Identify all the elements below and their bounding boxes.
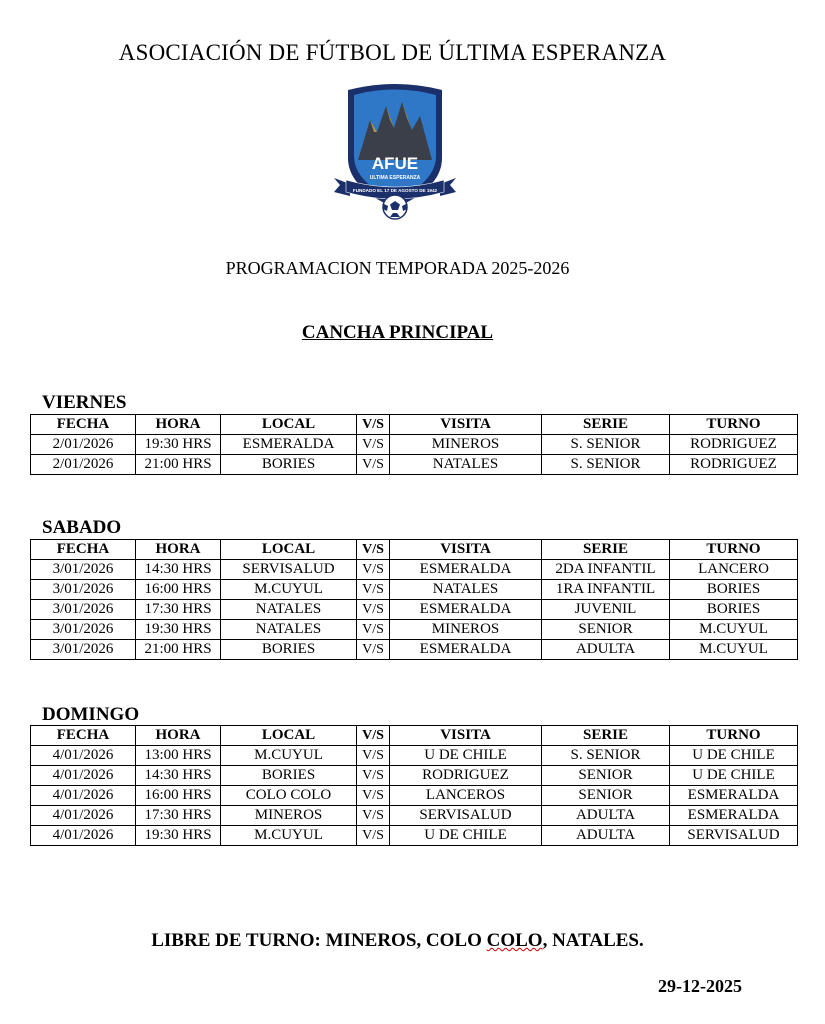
table-row xyxy=(31,746,798,766)
column-header-turno: TURNO xyxy=(670,726,798,746)
table-row xyxy=(31,766,798,786)
field-title xyxy=(0,322,795,344)
cell-turno: M.CUYUL xyxy=(670,620,798,640)
cell-turno: ESMERALDA xyxy=(670,806,798,826)
cell-visita: ESMERALDA xyxy=(390,640,542,660)
table-row xyxy=(31,435,798,455)
cell-serie: JUVENIL xyxy=(542,600,670,620)
cell-fecha: 4/01/2026 xyxy=(31,806,136,826)
cell-visita: U DE CHILE xyxy=(390,746,542,766)
cell-serie: ADULTA xyxy=(542,640,670,660)
table-header-row xyxy=(31,726,798,746)
column-header-visita: VISITA xyxy=(390,540,542,560)
table-row xyxy=(31,600,798,620)
column-header-local: LOCAL xyxy=(221,415,357,435)
cell-hora: 21:00 HRS xyxy=(136,455,221,475)
cell-serie: ADULTA xyxy=(542,806,670,826)
cell-local: M.CUYUL xyxy=(221,826,357,846)
org-title: ASOCIACIÓN DE FÚTBOL DE ÚLTIMA ESPERANZA xyxy=(118,40,667,65)
cell-vs: V/S xyxy=(357,766,390,786)
schedule-table-sabado xyxy=(30,539,798,660)
table-row xyxy=(31,786,798,806)
cell-local: NATALES xyxy=(221,600,357,620)
column-header-local: LOCAL xyxy=(221,540,357,560)
cell-vs: V/S xyxy=(357,826,390,846)
column-header-serie: SERIE xyxy=(542,726,670,746)
cell-fecha: 4/01/2026 xyxy=(31,826,136,846)
cell-visita: NATALES xyxy=(390,580,542,600)
cell-serie: S. SENIOR xyxy=(542,746,670,766)
cell-visita: SERVISALUD xyxy=(390,806,542,826)
cell-serie: SENIOR xyxy=(542,766,670,786)
cell-hora: 16:00 HRS xyxy=(136,786,221,806)
cell-local: SERVISALUD xyxy=(221,560,357,580)
cell-turno: LANCERO xyxy=(670,560,798,580)
cell-turno: U DE CHILE xyxy=(670,746,798,766)
schedule-table-domingo xyxy=(30,725,798,846)
cell-turno: U DE CHILE xyxy=(670,766,798,786)
cell-visita: U DE CHILE xyxy=(390,826,542,846)
table-row xyxy=(31,580,798,600)
program-title: PROGRAMACION TEMPORADA 2025-2026 xyxy=(225,258,570,278)
cell-vs: V/S xyxy=(357,806,390,826)
cell-serie: S. SENIOR xyxy=(542,435,670,455)
cell-fecha: 3/01/2026 xyxy=(31,560,136,580)
cell-vs: V/S xyxy=(357,455,390,475)
cell-serie: ADULTA xyxy=(542,826,670,846)
logo-ribbon-text: FUNDADO EL 17 DE AGOSTO DE 1942 xyxy=(352,188,438,193)
cell-turno: RODRIGUEZ xyxy=(670,455,798,475)
cell-fecha: 2/01/2026 xyxy=(31,435,136,455)
cell-turno: ESMERALDA xyxy=(670,786,798,806)
cell-visita: ESMERALDA xyxy=(390,600,542,620)
cell-visita: LANCEROS xyxy=(390,786,542,806)
table-row xyxy=(31,620,798,640)
cell-vs: V/S xyxy=(357,560,390,580)
cell-local: BORIES xyxy=(221,766,357,786)
cell-local: M.CUYUL xyxy=(221,580,357,600)
cell-hora: 21:00 HRS xyxy=(136,640,221,660)
cell-hora: 17:30 HRS xyxy=(136,600,221,620)
cell-local: BORIES xyxy=(221,455,357,475)
column-header-fecha: FECHA xyxy=(31,540,136,560)
column-header-vs: V/S xyxy=(357,726,390,746)
cell-local: M.CUYUL xyxy=(221,746,357,766)
day-label-viernes: VIERNES xyxy=(42,392,127,413)
column-header-hora: HORA xyxy=(136,540,221,560)
day-label-domingo: DOMINGO xyxy=(42,704,140,725)
libre-flagged-word: COLO xyxy=(486,930,543,951)
cell-fecha: 4/01/2026 xyxy=(31,766,136,786)
cell-turno: BORIES xyxy=(670,580,798,600)
cell-visita: RODRIGUEZ xyxy=(390,766,542,786)
column-header-serie: SERIE xyxy=(542,540,670,560)
cell-visita: ESMERALDA xyxy=(390,560,542,580)
cell-serie: 2DA INFANTIL xyxy=(542,560,670,580)
cell-hora: 16:00 HRS xyxy=(136,580,221,600)
cell-turno: M.CUYUL xyxy=(670,640,798,660)
afue-logo xyxy=(330,80,460,225)
cell-local: BORIES xyxy=(221,640,357,660)
column-header-fecha: FECHA xyxy=(31,726,136,746)
cell-visita: MINEROS xyxy=(390,435,542,455)
libre-suffix: , NATALES. xyxy=(542,930,644,951)
cell-serie: 1RA INFANTIL xyxy=(542,580,670,600)
day-label-sabado: SABADO xyxy=(42,517,122,538)
column-header-hora: HORA xyxy=(136,415,221,435)
column-header-hora: HORA xyxy=(136,726,221,746)
column-header-visita: VISITA xyxy=(390,726,542,746)
cell-serie: SENIOR xyxy=(542,786,670,806)
cell-local: NATALES xyxy=(221,620,357,640)
cell-local: MINEROS xyxy=(221,806,357,826)
table-header-row xyxy=(31,415,798,435)
cell-fecha: 2/01/2026 xyxy=(31,455,136,475)
cell-vs: V/S xyxy=(357,600,390,620)
column-header-fecha: FECHA xyxy=(31,415,136,435)
cell-hora: 19:30 HRS xyxy=(136,620,221,640)
column-header-serie: SERIE xyxy=(542,415,670,435)
column-header-turno: TURNO xyxy=(670,415,798,435)
column-header-vs: V/S xyxy=(357,540,390,560)
cell-vs: V/S xyxy=(357,580,390,600)
cell-fecha: 3/01/2026 xyxy=(31,620,136,640)
schedule-table-viernes xyxy=(30,414,798,475)
cell-turno: SERVISALUD xyxy=(670,826,798,846)
cell-serie: SENIOR xyxy=(542,620,670,640)
table-row xyxy=(31,455,798,475)
libre-de-turno xyxy=(0,930,795,952)
cell-hora: 14:30 HRS xyxy=(136,766,221,786)
cell-hora: 14:30 HRS xyxy=(136,560,221,580)
table-row xyxy=(31,826,798,846)
cell-hora: 19:30 HRS xyxy=(136,435,221,455)
cell-fecha: 3/01/2026 xyxy=(31,600,136,620)
cell-visita: NATALES xyxy=(390,455,542,475)
column-header-vs: V/S xyxy=(357,415,390,435)
cell-hora: 19:30 HRS xyxy=(136,826,221,846)
libre-prefix: LIBRE DE TURNO: MINEROS, COLO xyxy=(151,930,487,951)
table-row xyxy=(31,806,798,826)
cell-hora: 17:30 HRS xyxy=(136,806,221,826)
cell-local: ESMERALDA xyxy=(221,435,357,455)
column-header-turno: TURNO xyxy=(670,540,798,560)
cell-vs: V/S xyxy=(357,435,390,455)
cell-hora: 13:00 HRS xyxy=(136,746,221,766)
cell-vs: V/S xyxy=(357,746,390,766)
cell-vs: V/S xyxy=(357,640,390,660)
logo-acronym: AFUE xyxy=(371,154,419,173)
cell-fecha: 3/01/2026 xyxy=(31,580,136,600)
issue-date: 29-12-2025 xyxy=(658,976,742,996)
cell-vs: V/S xyxy=(357,786,390,806)
column-header-visita: VISITA xyxy=(390,415,542,435)
cell-fecha: 3/01/2026 xyxy=(31,640,136,660)
table-header-row xyxy=(31,540,798,560)
cell-vs: V/S xyxy=(357,620,390,640)
table-row xyxy=(31,640,798,660)
table-row xyxy=(31,560,798,580)
column-header-local: LOCAL xyxy=(221,726,357,746)
cell-turno: BORIES xyxy=(670,600,798,620)
logo-subtitle: ULTIMA ESPERANZA xyxy=(369,175,421,181)
cell-visita: MINEROS xyxy=(390,620,542,640)
cell-serie: S. SENIOR xyxy=(542,455,670,475)
field-title-text: CANCHA PRINCIPAL xyxy=(301,322,494,343)
cell-fecha: 4/01/2026 xyxy=(31,786,136,806)
cell-fecha: 4/01/2026 xyxy=(31,746,136,766)
cell-local: COLO COLO xyxy=(221,786,357,806)
cell-turno: RODRIGUEZ xyxy=(670,435,798,455)
